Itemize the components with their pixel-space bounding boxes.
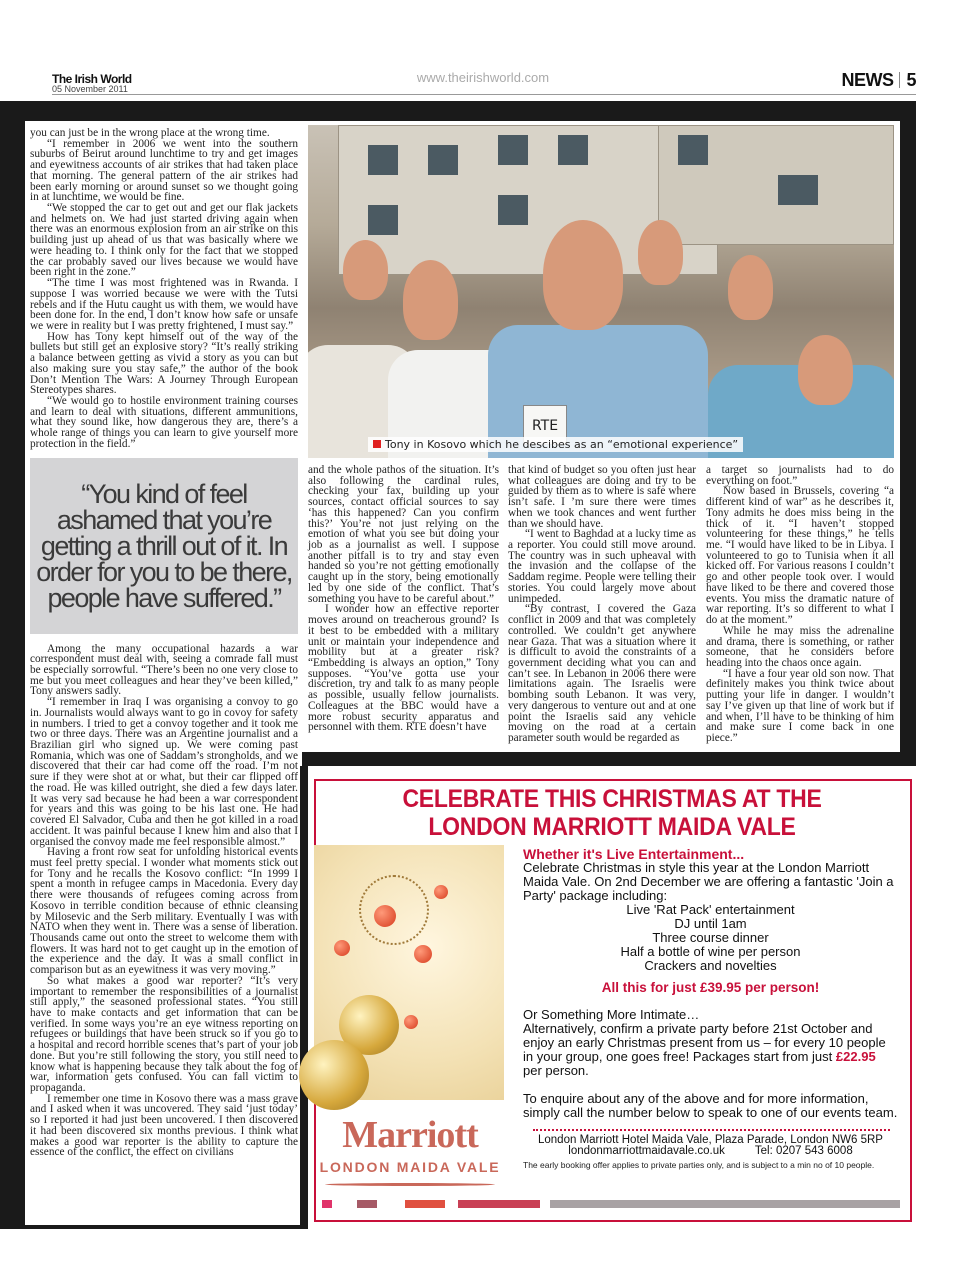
color-bar bbox=[550, 1200, 900, 1208]
publication-name: The Irish World bbox=[52, 72, 132, 86]
article-paragraph: “I went to Baghdad at a lucky time as a reporter. You could still move around. The country was in such upheaval with the invasion and the collapse of the Saddam regime. People were telling their stories. You could largely move about unimpeded. bbox=[508, 528, 696, 605]
window bbox=[428, 145, 458, 175]
article-column-4 bbox=[706, 465, 894, 744]
site-url: www.theirishworld.com bbox=[416, 70, 550, 85]
marriott-logo bbox=[310, 1113, 510, 1186]
article-photo bbox=[308, 125, 894, 458]
article-paragraph: So what makes a good war reporter? “It’s very important to remember the responsibilities of a journalist still apply,” the seasoned professional states. “You still have to make contacts and get information that can be verified. In some ways you’re an eye witness reporting on refugees or buildings that have been struck so if you go to a hospital and record horrible scenes that’s part of your job done. But you’re still following the story, you still need to know what is happening because they talk about the fog of war, information gets confused. You can fall victim to propaganda. bbox=[30, 974, 298, 1095]
window bbox=[558, 135, 588, 165]
crowd-face bbox=[343, 240, 388, 300]
logo-subtitle: LONDON MAIDA VALE bbox=[319, 1159, 501, 1175]
enquire-text: To enquire about any of the above and for more information, simply call the number below to speak to one of our events team. bbox=[523, 1091, 898, 1120]
article-paragraph: a target so journalists had to do everything on foot.” bbox=[706, 464, 894, 487]
color-bar bbox=[458, 1200, 540, 1208]
article-paragraph: I remember one time in Kosovo there was a mass grave and I asked when it was uncovered. They said ‘just today’ so I reported it had just been uncovered. I then discovered it had been discovered six months previous. I think what makes a good war reporter is the ability to capture the essence of the conflict, the effect on civilians bbox=[30, 1092, 298, 1159]
ad-subheading: Or Something More Intimate… bbox=[523, 1007, 700, 1022]
frame-border bbox=[0, 1225, 308, 1229]
frame-border bbox=[300, 766, 308, 1229]
bauble bbox=[414, 945, 432, 963]
issue-date: 05 November 2011 bbox=[52, 84, 128, 94]
article-paragraph: “By contrast, I covered the Gaza conflict in 2009 and that was completely controlled. We couldn’t get anywhere near Gaza. That was a situation where it is difficult to avoid the constraints of a government deciding what you can and can’t see. In Lebanon in 2006 there were limitations again. The Israelis were bombing south Lebanon. It was very, very dangerous to venture out and at one point the Israelis said any vehicle moving on the road at a certain parameter south would be regarded as bbox=[508, 603, 696, 744]
frame-border bbox=[0, 101, 25, 1229]
page-number: 5 bbox=[906, 70, 916, 90]
window bbox=[498, 135, 528, 165]
article-paragraph: “The time I was most frightened was in Rwanda. I suppose I was worried because we were with the Tutsi rebels and if the Hutu caught us with them, we would have been done for. In the end, I don’t know how safe or unsafe we were in reality but I was pretty frightened, I must say.” bbox=[30, 277, 298, 332]
alt-price: £22.95 bbox=[835, 1049, 876, 1064]
price-line: All this for just £39.95 per person! bbox=[601, 980, 820, 995]
bauble bbox=[434, 885, 448, 899]
article-paragraph: I wonder how an effective reporter moves around on treacherous ground? Is it best to be embedded with a military unit or maintain your independence and mobility but at a greater risk? “Embedding is always an option,” Tony supposes. “You’ve gotta use your discretion, try and talk to as many people as possible, usually fellow journalists. Colleagues at the BBC would have a more robust security apparatus and personnel with them. RTE doesn’t have bbox=[308, 603, 499, 734]
package-item: DJ until 1am bbox=[674, 916, 747, 931]
crowd-face bbox=[728, 255, 773, 320]
package-item: Half a bottle of wine per person bbox=[620, 944, 801, 959]
article-column-2 bbox=[308, 465, 499, 733]
package-item: Three course dinner bbox=[652, 930, 769, 945]
christmas-ornaments-image bbox=[314, 845, 504, 1100]
advertisement bbox=[310, 775, 914, 1225]
bauble bbox=[404, 1015, 418, 1029]
package-item: Crackers and novelties bbox=[644, 958, 777, 973]
ad-intro: Celebrate Christmas in style this year at the London Marriott Maida Vale. On 2nd December we are offering a fantastic 'Join a Party' package including: bbox=[523, 860, 894, 903]
ad-headline-line: LONDON MARRIOTT MAIDA VALE bbox=[428, 813, 796, 841]
header-rule bbox=[52, 94, 916, 95]
website-link[interactable]: londonmarriottmaidavale.co.uk bbox=[568, 1145, 725, 1157]
color-bar bbox=[322, 1200, 332, 1208]
window bbox=[368, 145, 398, 175]
article-paragraph: “We would go to hostile environment training courses and learn to deal with situations, different ammunitions, what they sound like, how dangerous they are, there’s a whole range of things you can learn to give yourself more protection in the field.” bbox=[30, 394, 298, 450]
ad-alternative bbox=[523, 1022, 898, 1078]
dotted-divider bbox=[533, 1129, 890, 1131]
divider bbox=[899, 72, 900, 88]
logo-wordmark: Marriott bbox=[342, 1114, 478, 1156]
ad-headline bbox=[334, 785, 890, 841]
article-paragraph: “We stopped the car to get out and get our flak jackets and helmets on. We had just started driving again when there was an enormous explosion from an air strike on this building just up ahead of us that was basically where we were heading to. I think only for the fact that we stopped the car probably saved our lives because we would have been right in the zone.” bbox=[30, 202, 298, 279]
photo-caption bbox=[368, 437, 743, 452]
article-paragraph: Among the many occupational hazards a war correspondent must deal with, seeing a comrade fall must be especially sorrowful. “There’s been no one very close to me but you meet colleagues and hear they’ve been killed,” Tony answers sadly. bbox=[30, 642, 298, 698]
section-label bbox=[841, 70, 916, 91]
article-paragraph: “I remember in 2006 we went into the southern suburbs of Beirut around lunchtime to try and get images and eyewitness accounts of air strikes that had taken place that morning. The general pattern of the air strikes had been early morning or around sunset so we thought going in at lunchtime, we would be fine. bbox=[30, 137, 298, 204]
article-column-1 bbox=[30, 128, 298, 1158]
frame-border bbox=[0, 101, 916, 121]
article-paragraph: you can just be in the wrong place at the wrong time. bbox=[30, 127, 270, 139]
window bbox=[498, 195, 528, 225]
frame-border bbox=[302, 752, 916, 766]
caption-marker-icon bbox=[373, 440, 381, 448]
fine-print: The early booking offer applies to private parties only, and is subject to a min no of 10 people. bbox=[523, 1160, 875, 1170]
ad-body bbox=[523, 847, 898, 1171]
alt-text: per person. bbox=[523, 1063, 589, 1078]
article-paragraph: How has Tony kept himself out of the way of the bullets but still get an explosive story? “It’s really striking a balance between getting as vivid a story as you can but also making sure you stay safe,” the author of the book Don’t Mention The Wars: A Journey Through European Stereotypes shares. bbox=[30, 330, 298, 397]
crowd-face bbox=[638, 220, 683, 285]
article-paragraph: that kind of budget so you often just hear what colleagues are doing and try to be guided by them as to where is safe where isn’t safe. I ’m sure there were times when we took chances and went further than we should have. bbox=[508, 464, 696, 530]
ad-headline-line: CELEBRATE THIS CHRISTMAS AT THE bbox=[402, 785, 822, 813]
article-paragraph: “I have a four year old son now. That definitely makes you think twice about putting your life in danger. I wouldn’t say I’ve given up that line of work but if and when, I’ll have to be thinking of him and make sure I come back in one piece.” bbox=[706, 667, 894, 744]
article-paragraph: While he may miss the adrenaline and drama, there is something, or rather someone, that he considers before heading into the chaos once again. bbox=[706, 624, 894, 669]
color-bar bbox=[357, 1200, 377, 1208]
bauble bbox=[299, 1040, 369, 1110]
caption-text: Tony in Kosovo which he descibes as an “emotional experience” bbox=[385, 438, 739, 451]
section-name: NEWS bbox=[841, 70, 894, 90]
logo-swoosh bbox=[325, 1183, 495, 1186]
hotel-address: London Marriott Hotel Maida Vale, Plaza Parade, London NW6 5RP bbox=[538, 1134, 883, 1146]
article-paragraph: Now based in Brussels, covering “a different kind of war” as he describes it, Tony admits he does miss being in the thick of it. “I haven’t stopped volunteering for these things,” he tells me. “I would have liked to be in Libya. I volunteered to go to Tunisia when it all kicked off. For various reasons I couldn’t go and other people took over. I would have liked to be there and covered those events. You miss the dramatic nature of war reporting. It’s so different to what I do at the moment.” bbox=[706, 485, 894, 627]
window bbox=[778, 175, 818, 205]
crowd-face bbox=[403, 260, 458, 340]
phone-number: Tel: 0207 543 6008 bbox=[754, 1145, 853, 1157]
article-column-3 bbox=[508, 465, 696, 744]
package-item: Live 'Rat Pack' entertainment bbox=[626, 902, 795, 917]
alt-text: Alternatively, confirm a private party before 21st October and enjoy an early Christmas present from us – for every 10 people in your group, one goes free! Packages start from just bbox=[523, 1021, 886, 1064]
color-bar bbox=[405, 1200, 445, 1208]
bauble bbox=[334, 940, 350, 956]
package-list bbox=[523, 903, 898, 973]
window bbox=[368, 205, 398, 235]
article-paragraph: Having a front row seat for unfolding historical events must feel pretty special. I wonder what moments stick out for Tony and he recalls the Kosovo conflict: “In 1999 I spent a month in refugee camps in Macedonia. Every day there were thousands of refugees coming across from Kosovo in terrible condition because of ethnic cleansing by Milosevic and the Serb military. Eventually I was with NATO when they went in. There was a sense of liberation. Thousands came out onto the street to welcome them with flowers. It was hard not to get caught up in the emotion of the experience and the day. It was a small conflict in comparison but as an eyewitness it was very moving.” bbox=[30, 846, 298, 977]
ad-subheading: Whether it's Live Entertainment... bbox=[523, 846, 745, 862]
branch bbox=[359, 875, 429, 945]
microphone-flag: RTE bbox=[523, 405, 567, 445]
article-paragraph: and the whole pathos of the situation. It’s also following the cardinal rules, checking your fax, building up your sources, contact official sources to say ‘has this happened? Can you confirm this?’ You’re not just relying on the emotion of what you see but doing your job as a journalist as well. I suppose another pitfall is to try and stay even handed so you’re not getting emotionally caught up in the story, being emotionally led by one side of the conflict. That’s something you have to be careful about.” bbox=[308, 464, 499, 605]
pull-quote: “You kind of feel ashamed that you’re getting a thrill out of it. In order for you to be there, people have suffered.” bbox=[30, 458, 298, 634]
crowd-face bbox=[798, 335, 853, 405]
frame-border bbox=[900, 101, 916, 766]
window bbox=[678, 135, 708, 165]
reporter-face bbox=[543, 220, 623, 330]
article-paragraph: “I remember in Iraq I was organising a convoy to go in. Journalists would always want to go in covoy for safety in numbers. I tried to get a convoy together and it took me two or three days. There was an Argentine journalist and a Brazilian girl who signed up. We were coming past Romania, which was one of Saddam’s strongholds, and we discovered that their car had come off the road. I’m not sure if they were shot at or what, but their car flipped off the road. He was killed outright, she died a few days later. It was very sad because he had been a war correspondent for years and this was going to be his last one. He had covered El Salvador, Cuba and then he got killed in a road accident. It was painful because I knew him and also that I organised the convoy made me feel responsible almost.” bbox=[30, 696, 298, 848]
